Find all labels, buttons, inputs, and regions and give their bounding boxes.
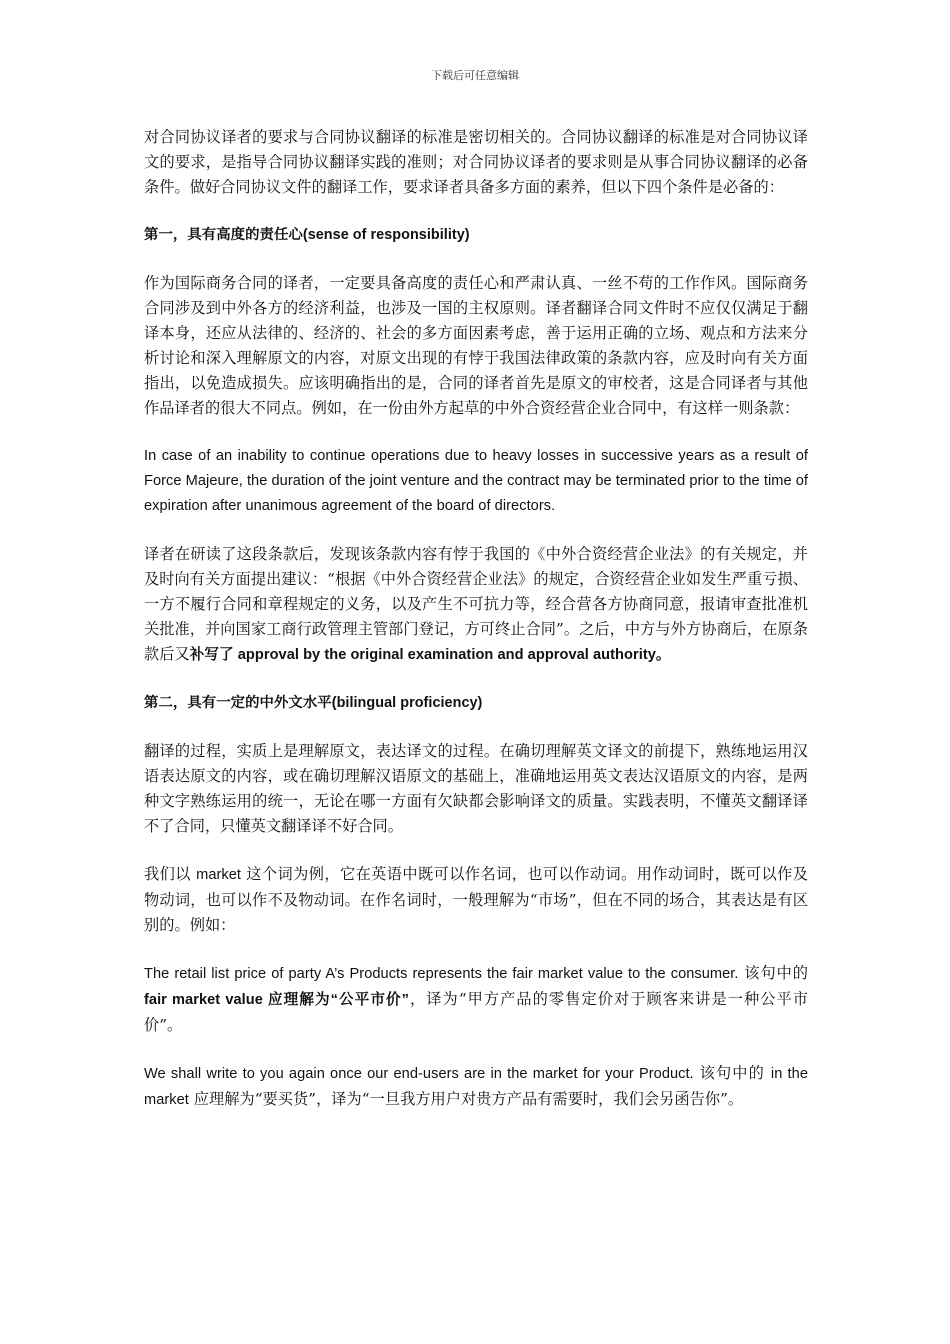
example-1-text-a: 该句中的 — [738, 964, 808, 982]
document-body — [144, 125, 808, 1136]
section-1-example-clause: In case of an inability to continue operations due to heavy losses in successive years as a result of Force Majeure, the duration of the joint venture and the contract may be terminated prior to the time of expiration after unanimous agreement of the board of directors. — [144, 448, 808, 514]
example-2-phrase: in the market — [144, 1066, 808, 1108]
example-1-text-b: ，译为“甲方产品的零售定价对于顾客来讲是一种公平市价”。 — [144, 990, 808, 1034]
section-1-paragraph-2-text: 译者在研读了这段条款后，发现该条款内容有悖于我国的《中外合资经营企业法》的有关规定，并及时向有关方面提出建议：“根据《中外合资经营企业法》的规定，合资经营企业如发生严重亏损、一方不履行合同和章程规定的义务，以及产生不可抗力等，经合营各方协商同意，报请审查批准机关批准，并向国家工商行政管理主管部门登记，方可终止合同”。之后，中方与外方协商后，在原条款后又 — [144, 545, 808, 663]
example-2-english: We shall write to you again once our end-users are in the market for your Product. — [144, 1066, 694, 1082]
section-1-paragraph-2-bold: 补写了 approval by the original examination and approval authority。 — [189, 647, 671, 663]
section-2-paragraph-2 — [144, 862, 808, 938]
example-2-text-b: 应理解为“要买货”，译为“一旦我方用户对贵方产品有需要时，我们会另函告你”。 — [188, 1090, 744, 1108]
section-2-paragraph: 翻译的过程，实质上是理解原文，表达译文的过程。在确切理解英文译文的前提下，熟练地运用汉语表达原文的内容，或在确切理解汉语原文的基础上，准确地运用英文表达汉语原文的内容，是两种文字熟练运用的统一，无论在哪一方面有欠缺都会影响译文的质量。实践表明，不懂英文翻译译不了合同，只懂英文翻译译不好合同。 — [144, 742, 808, 835]
section-2-paragraph-2-b: 这个词为例，它在英语中既可以作名词，也可以作动词。用作动词时，既可以作及物动词，也可以作不及物动词。在作名词时，一般理解为“市场”，但在不同的场合，其表达是有区别的。例如： — [144, 865, 808, 934]
example-1-bold: fair market value 应理解为“公平市价” — [144, 992, 410, 1008]
section-1-paragraph: 作为国际商务合同的译者，一定要具备高度的责任心和严肃认真、一丝不苟的工作作风。国际商务合同涉及到中外各方的经济利益，也涉及一国的主权原则。译者翻译合同文件时不应仅仅满足于翻译本身，还应从法律的、经济的、社会的多方面因素考虑，善于运用正确的立场、观点和方法来分析讨论和深入理解原文的内容，对原文出现的有悖于我国法律政策的条款内容，应及时向有关方面指出，以免造成损失。应该明确指出的是，合同的译者首先是原文的审校者，这是合同译者与其他作品译者的很大不同点。例如，在一份由外方起草的中外合资经营企业合同中，有这样一则条款： — [144, 274, 808, 417]
section-2-paragraph-2-a: 我们以 — [144, 865, 197, 883]
example-2-text-a: 该句中的 — [693, 1064, 771, 1082]
section-1-paragraph-2 — [144, 542, 808, 668]
example-1 — [144, 961, 808, 1038]
section-2-heading: 第二，具有一定的中外文水平(bilingual proficiency) — [144, 695, 483, 711]
example-2 — [144, 1061, 808, 1113]
market-word: market — [196, 867, 242, 883]
intro-paragraph: 对合同协议译者的要求与合同协议翻译的标准是密切相关的。合同协议翻译的标准是对合同协议译文的要求，是指导合同协议翻译实践的准则；对合同协议译者的要求则是从事合同协议翻译的必备条件。做好合同协议文件的翻译工作，要求译者具备多方面的素养，但以下四个条件是必备的： — [144, 128, 808, 196]
example-1-english: The retail list price of party A’s Products represents the fair market value to the consumer. — [144, 966, 739, 982]
section-1-heading: 第一，具有高度的责任心(sense of responsibility) — [144, 227, 470, 243]
page-header: 下载后可任意编辑 — [431, 69, 519, 82]
